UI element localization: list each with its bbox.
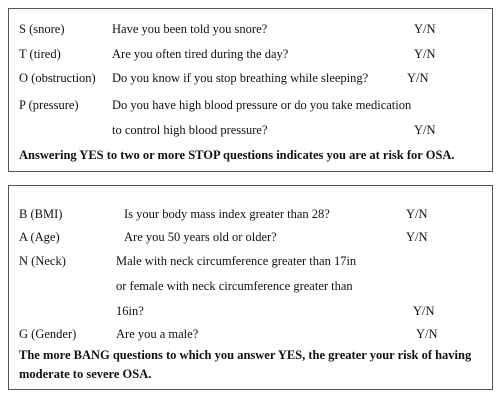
bang-row-answer-g: Y/N	[416, 327, 438, 341]
stop-questionnaire-box	[8, 8, 493, 172]
bang-row-label-n: N (Neck)	[19, 254, 66, 268]
stop-row-answer-p: Y/N	[414, 123, 436, 137]
stop-row-question-p-cont: to control high blood pressure?	[112, 123, 268, 137]
bang-row-question-g: Are you a male?	[116, 327, 199, 341]
stop-row-answer-t: Y/N	[414, 47, 436, 61]
stop-row-label-p: P (pressure)	[19, 98, 79, 112]
stop-footer-note: Answering YES to two or more STOP questions indicates you are at risk for OSA.	[19, 148, 455, 162]
stop-row-question-s: Have you been told you snore?	[112, 22, 268, 36]
bang-row-answer-n: Y/N	[413, 304, 435, 318]
stop-row-label-o: O (obstruction)	[19, 71, 96, 85]
stop-row-answer-o: Y/N	[407, 71, 429, 85]
bang-row-question-a: Are you 50 years old or older?	[124, 230, 277, 244]
stop-row-label-s: S (snore)	[19, 22, 65, 36]
bang-row-label-b: B (BMI)	[19, 207, 63, 221]
bang-row-answer-b: Y/N	[406, 207, 428, 221]
bang-row-question-n-cont2: 16in?	[116, 304, 144, 318]
bang-row-question-b: Is your body mass index greater than 28?	[124, 207, 330, 221]
stop-row-question-p: Do you have high blood pressure or do you take medication	[112, 98, 412, 112]
stop-row-answer-s: Y/N	[414, 22, 436, 36]
bang-row-question-n-cont: or female with neck circumference greater than	[116, 279, 353, 293]
bang-row-label-g: G (Gender)	[19, 327, 77, 341]
bang-questionnaire-box	[8, 185, 493, 390]
stop-row-question-t: Are you often tired during the day?	[112, 47, 289, 61]
stop-row-label-t: T (tired)	[19, 47, 61, 61]
bang-footer-note-line1: The more BANG questions to which you answer YES, the greater your risk of having	[19, 348, 472, 362]
bang-footer-note-line2: moderate to severe OSA.	[19, 367, 152, 381]
bang-row-answer-a: Y/N	[406, 230, 428, 244]
bang-row-label-a: A (Age)	[19, 230, 60, 244]
bang-row-question-n: Male with neck circumference greater than 17in	[116, 254, 357, 268]
stop-row-question-o: Do you know if you stop breathing while sleeping?	[112, 71, 369, 85]
